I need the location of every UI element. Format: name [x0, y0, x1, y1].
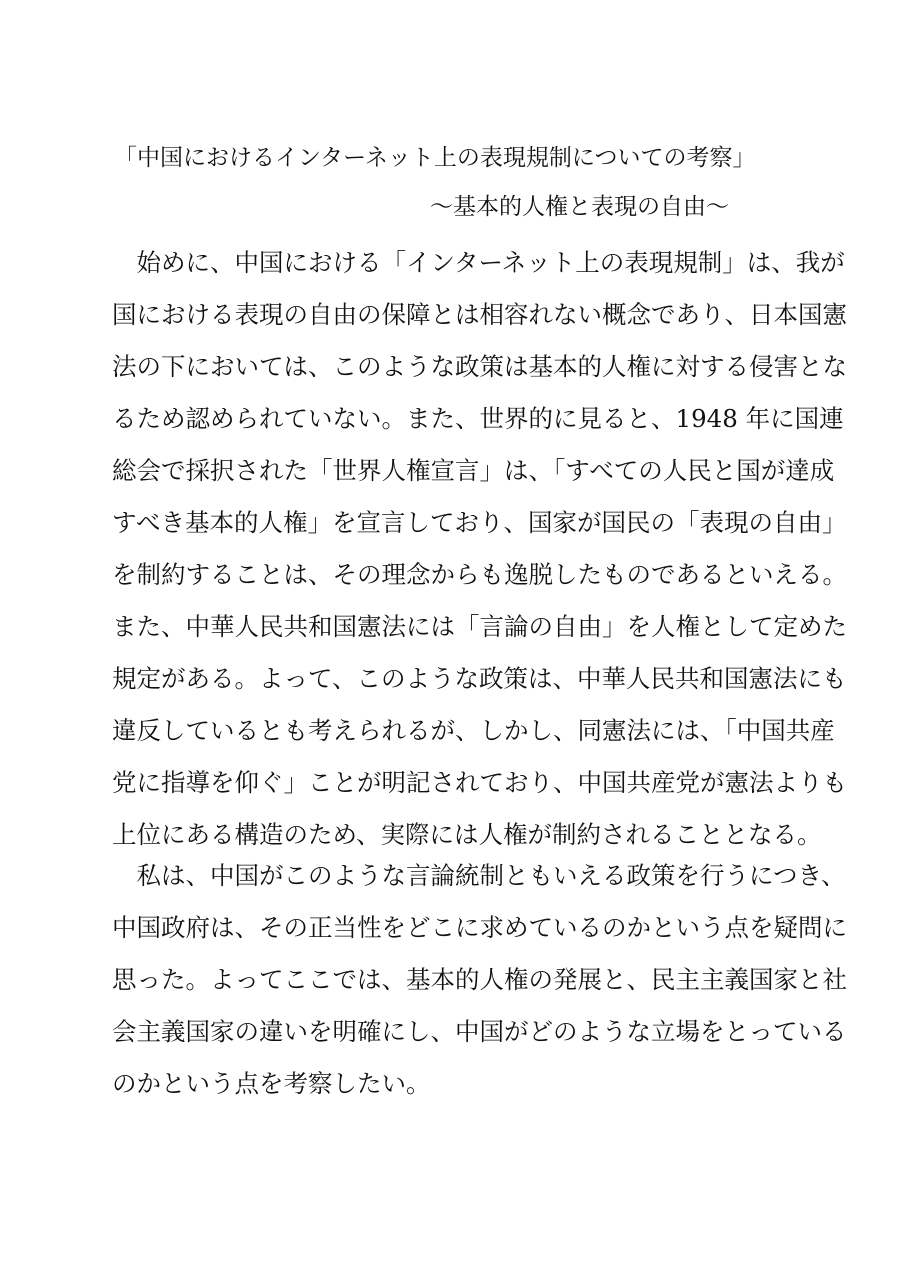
- paragraph-line: 規定がある。よって、このような政策は、中華人民共和国憲法にも: [112, 664, 847, 693]
- paragraph-line: 違反しているとも考えられるが、しかし、同憲法には、「中国共産: [112, 716, 835, 745]
- paragraph-line: 総会で採択された「世界人権宣言」は、「すべての人民と国が達成: [112, 456, 835, 485]
- paragraph-line: 党に指導を仰ぐ」ことが明記されており、中国共産党が憲法よりも: [112, 768, 847, 797]
- paragraph-2: [112, 850, 847, 1110]
- paragraph-line: を制約することは、その理念からも逸脱したものであるといえる。: [112, 560, 847, 589]
- paragraph-line: 私は、中国がこのような言論統制ともいえる政策を行うにつき、: [112, 861, 846, 890]
- paragraph-line: 会主義国家の違いを明確にし、中国がどのような立場をとっている: [112, 1017, 847, 1046]
- document-title: 「中国におけるインターネット上の表現規制についての考察」: [114, 145, 756, 171]
- paragraph-line: また、中華人民共和国憲法には「言論の自由」を人権として定めた: [112, 612, 847, 641]
- paragraph-line: すべき基本的人権」を宣言しており、国家が国民の「表現の自由」: [112, 508, 847, 537]
- document-subtitle: 〜基本的人権と表現の自由〜: [430, 194, 729, 220]
- paragraph-line: 法の下においては、このような政策は基本的人権に対する侵害とな: [112, 352, 847, 381]
- paragraph-1: [112, 237, 847, 861]
- paragraph-line: 国における表現の自由の保障とは相容れない概念であり、日本国憲: [112, 300, 847, 329]
- paragraph-line: 上位にある構造のため、実際には人権が制約されることとなる。: [112, 820, 822, 849]
- paragraph-line: 始めに、中国における「インターネット上の表現規制」は、我が: [112, 248, 845, 277]
- paragraph-line: 中国政府は、その正当性をどこに求めているのかという点を疑問に: [112, 913, 847, 942]
- paragraph-line: 思った。よってここでは、基本的人権の発展と、民主主義国家と社: [112, 965, 847, 994]
- paragraph-line: るため認められていない。また、世界的に見ると、1948 年に国連: [112, 404, 844, 433]
- paragraph-line: のかという点を考察したい。: [112, 1069, 431, 1098]
